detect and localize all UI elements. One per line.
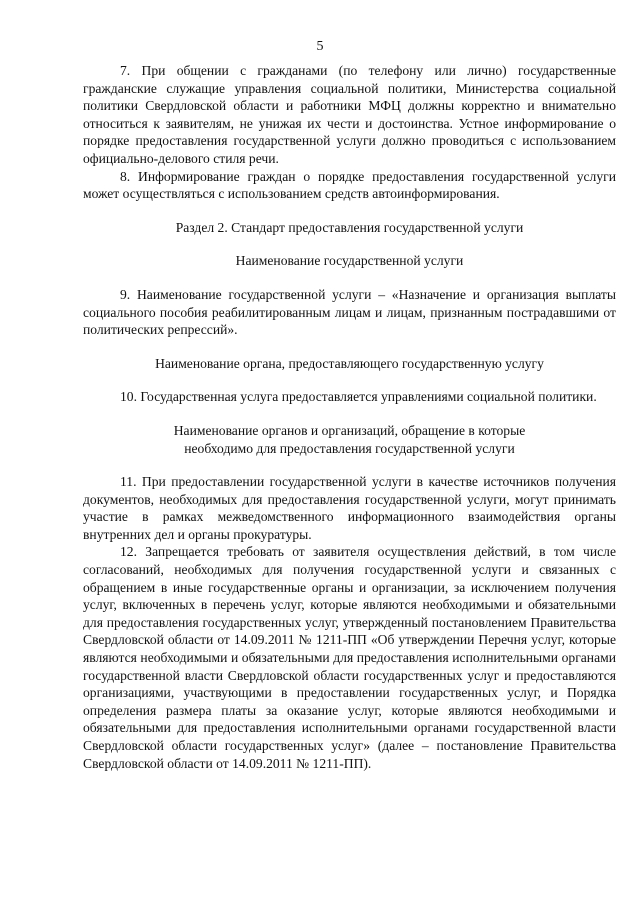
paragraph-7: 7. При общении с гражданами (по телефону или лично) государственные гражданские служащие управления социальной политики, Министерства социальной политики Свердловской области и работники МФЦ должны корректно и внимательно относиться к заявителям, не унижая их чести и достоинства. Устное информирование о порядке предоставления государственной услуги должно проводиться с использованием официально-делового стиля речи.	[83, 63, 616, 166]
paragraph-11: 11. При предоставлении государственной услуги в качестве источников получения документов, необходимых для предоставления государственной услуги, могут принимать участие в рамках межведомственного информационного взаимодействия органы внутренних дел и органы прокуратуры.	[83, 474, 616, 542]
subheading-organizations-line-1: Наименование органов и организаций, обращение в которые	[173, 422, 526, 438]
paragraph-12: 12. Запрещается требовать от заявителя осуществления действий, в том числе согласований, необходимых для получения государственной услуги и связанных с обращением в иные государственные органы и организации, за исключением получения услуг, включенных в перечень услуг, которые являются необходимыми и обязательными для предоставления государственных услуг, утвержденный постановлением Правительства Свердловской области от 14.09.2011 № 1211-ПП «Об утверждении Перечня услуг, которые являются необходимыми и обязательными для предоставления исполнительными органами государственной власти Свердловской области государственных услуг и предоставляются организациями, участвующими в предоставлении государственных услуг, и Порядка определения размера платы за оказание услуг, которые являются необходимыми и обязательными для предоставления исполнительными органами государственной власти Свердловской области государственных услуг» (далее – постановление Правительства Свердловской области от 14.09.2011 № 1211-ПП).	[83, 544, 616, 771]
paragraph-10: 10. Государственная услуга предоставляется управлениями социальной политики.	[120, 389, 597, 405]
section-heading: Раздел 2. Стандарт предоставления государственной услуги	[175, 219, 524, 235]
paragraph-8: 8. Информирование граждан о порядке предоставления государственной услуги может осуществляться с использованием средств автоинформирования.	[83, 168, 616, 202]
document-body	[83, 62, 616, 772]
subheading-organizations	[83, 422, 616, 457]
subheading-service-name: Наименование государственной услуги	[235, 253, 464, 269]
subheading-authority-name: Наименование органа, предоставляющего государственную услугу	[155, 355, 544, 371]
page-number: 5	[316, 39, 324, 54]
paragraph-9: 9. Наименование государственной услуги – «Назначение и организация выплаты социального пособия реабилитированным лицам и лицам, признанным пострадавшими от политических репрессий».	[83, 286, 616, 338]
subheading-organizations-line-2: необходимо для предоставления государственной услуги	[184, 440, 515, 456]
